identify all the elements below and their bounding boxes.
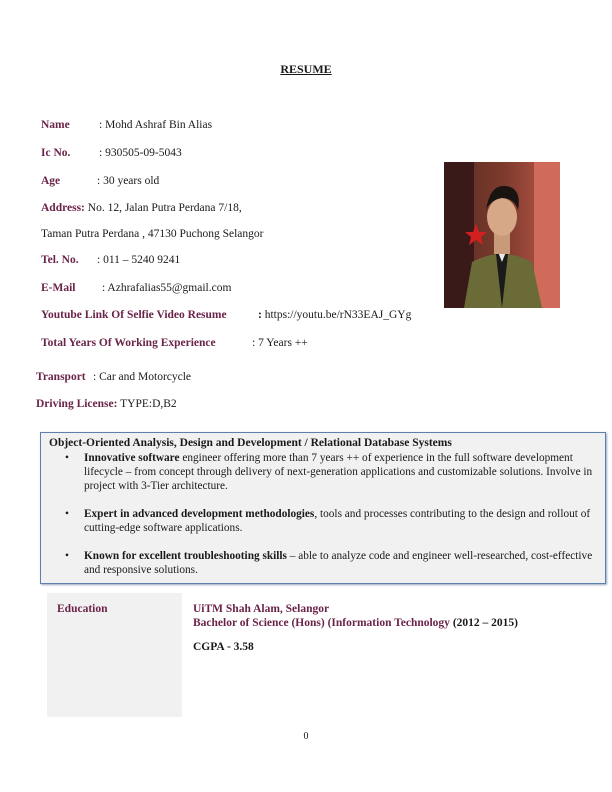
education-degree-row: [193, 617, 518, 629]
transport-value: : Car and Motorcycle: [93, 371, 192, 383]
name-row: [41, 119, 70, 131]
ic-label: Ic No.: [41, 147, 71, 159]
license-row: [36, 398, 177, 410]
tel-row: [41, 254, 79, 266]
education-degree: Bachelor of Science (Hons) (Information Technology: [193, 617, 450, 629]
email-row: [41, 282, 76, 294]
education-label-cell: [47, 593, 182, 717]
education-label: Education: [57, 603, 108, 615]
address-row: [41, 202, 242, 214]
bullet-icon: •: [65, 508, 69, 520]
page-number: 0: [303, 731, 309, 742]
bullet-icon: •: [65, 452, 69, 464]
experience-value: : 7 Years ++: [252, 337, 308, 349]
age-row: [41, 175, 60, 187]
youtube-value[interactable]: [258, 309, 411, 321]
bullet-icon: •: [65, 550, 69, 562]
youtube-link[interactable]: https://youtu.be/rN33EAJ_GYg: [264, 309, 412, 321]
tel-label: Tel. No.: [41, 254, 79, 266]
education-details: [185, 593, 595, 717]
address-label: Address:: [41, 202, 85, 214]
address-line1: No. 12, Jalan Putra Perdana 7/18,: [84, 202, 242, 214]
education-institution: UiTM Shah Alam, Selangor: [193, 603, 330, 615]
education-cgpa: CGPA - 3.58: [193, 641, 254, 653]
profile-photo: [444, 162, 560, 308]
education-years: (2012 – 2015): [449, 617, 518, 629]
page-title: RESUME: [280, 62, 332, 76]
ic-value: : 930505-09-5043: [99, 147, 182, 159]
bullet-bold: Known for excellent troubleshooting skills: [84, 550, 287, 562]
list-item: [65, 507, 606, 535]
transport-label: Transport: [36, 371, 86, 383]
summary-list: [41, 451, 606, 591]
youtube-colon: :: [258, 309, 265, 321]
license-label: Driving License:: [36, 398, 118, 410]
profile-photo-illustration: [444, 162, 560, 308]
youtube-label: Youtube Link Of Selfie Video Resume: [41, 309, 227, 321]
list-item: [65, 451, 606, 493]
bullet-bold: Expert in advanced development methodologies: [84, 508, 315, 520]
license-value: TYPE:D,B2: [117, 398, 177, 410]
age-label: Age: [41, 175, 61, 187]
bullet-bold: Innovative software: [84, 452, 180, 464]
ic-row: [41, 147, 70, 159]
name-label: Name: [41, 119, 70, 131]
email-value: : Azhrafalias55@gmail.com: [102, 282, 232, 294]
summary-heading: Object-Oriented Analysis, Design and Development / Relational Database Systems: [49, 437, 452, 449]
age-value: : 30 years old: [97, 175, 160, 187]
bullet-text: – able to analyze code and engineer well-researched, cost-effective and responsive solutions.: [84, 550, 593, 576]
experience-label: Total Years Of Working Experience: [41, 337, 216, 349]
address-line2: Taman Putra Perdana , 47130 Puchong Selangor: [41, 228, 264, 240]
bullet-text: , tools and processes contributing to the design and rollout of cutting-edge software applications.: [84, 508, 591, 534]
name-value: : Mohd Ashraf Bin Alias: [99, 119, 213, 131]
email-label: E-Mail: [41, 282, 76, 294]
transport-row: [36, 371, 86, 383]
summary-box: [40, 432, 606, 584]
experience-row: [41, 337, 216, 349]
list-item: [65, 549, 606, 577]
youtube-row: [41, 309, 227, 321]
tel-value: : 011 – 5240 9241: [97, 254, 181, 266]
bullet-text: engineer offering more than 7 years ++ of experience in the full software development lifecycle – from concept through delivery of next-generation applications and customizable solutions. Involve in project with 3-Tier architecture.: [84, 452, 593, 492]
